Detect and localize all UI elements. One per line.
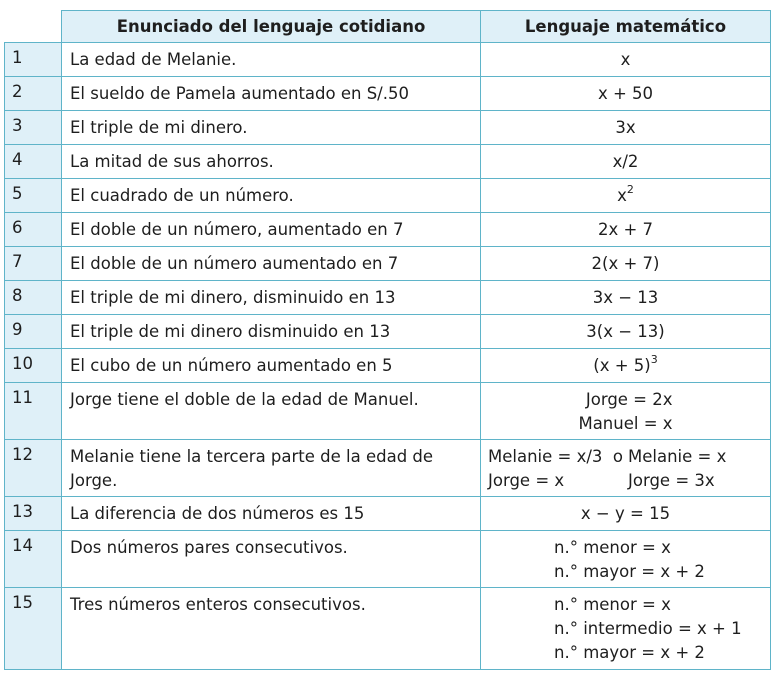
row-number: 15 xyxy=(5,588,62,670)
row-number: 11 xyxy=(5,383,62,440)
row-number: 8 xyxy=(5,281,62,315)
expression-line: Manuel = x xyxy=(578,414,673,433)
row-number: 1 xyxy=(5,43,62,77)
row-number: 4 xyxy=(5,145,62,179)
table-row xyxy=(5,383,771,440)
table-row xyxy=(5,213,771,247)
table-row xyxy=(5,247,771,281)
header-blank-cell xyxy=(5,11,62,43)
language-table xyxy=(4,10,771,670)
table-row xyxy=(5,497,771,531)
expression-line: n.° menor = x xyxy=(554,538,671,557)
row-statement: El triple de mi dinero, disminuido en 13 xyxy=(62,281,481,315)
table-row xyxy=(5,179,771,213)
row-expression: x − y = 15 xyxy=(481,497,771,531)
header-math-language: Lenguaje matemático xyxy=(481,11,771,43)
row-number: 3 xyxy=(5,111,62,145)
table-row xyxy=(5,440,771,497)
exponent: 2 xyxy=(626,183,634,196)
table-row xyxy=(5,588,771,670)
expression-option-b xyxy=(628,445,775,493)
table-header-row xyxy=(5,11,771,43)
row-expression: x xyxy=(481,43,771,77)
row-expression xyxy=(481,383,771,440)
row-number: 6 xyxy=(5,213,62,247)
row-expression xyxy=(481,179,771,213)
row-statement: Jorge tiene el doble de la edad de Manuel. xyxy=(62,383,481,440)
row-statement: El cubo de un número aumentado en 5 xyxy=(62,349,481,383)
row-expression xyxy=(481,588,771,670)
expression-line: Jorge = 3x xyxy=(628,471,715,490)
statement-line: Jorge. xyxy=(70,471,118,490)
row-statement: La edad de Melanie. xyxy=(62,43,481,77)
row-expression: 3x − 13 xyxy=(481,281,771,315)
expression-line: Jorge = 2x xyxy=(585,390,673,409)
exponent: 3 xyxy=(650,353,658,366)
row-number: 10 xyxy=(5,349,62,383)
row-statement: El doble de un número, aumentado en 7 xyxy=(62,213,481,247)
statement-line: Melanie tiene la tercera parte de la edad de xyxy=(70,447,434,466)
row-number: 2 xyxy=(5,77,62,111)
header-everyday-language: Enunciado del lenguaje cotidiano xyxy=(62,11,481,43)
table-row xyxy=(5,77,771,111)
row-statement xyxy=(62,440,481,497)
row-expression: 2(x + 7) xyxy=(481,247,771,281)
row-statement: Dos números pares consecutivos. xyxy=(62,531,481,588)
row-statement: El triple de mi dinero. xyxy=(62,111,481,145)
row-number: 7 xyxy=(5,247,62,281)
expression-base: x xyxy=(617,186,627,205)
row-statement: La mitad de sus ahorros. xyxy=(62,145,481,179)
expression-line: Jorge = x xyxy=(488,471,565,490)
row-number: 9 xyxy=(5,315,62,349)
table-row xyxy=(5,43,771,77)
row-statement: El cuadrado de un número. xyxy=(62,179,481,213)
row-statement: Tres números enteros consecutivos. xyxy=(62,588,481,670)
row-statement: El doble de un número aumentado en 7 xyxy=(62,247,481,281)
table-row xyxy=(5,111,771,145)
expression-line: Melanie = x xyxy=(628,447,727,466)
table-row xyxy=(5,145,771,179)
row-expression: x + 50 xyxy=(481,77,771,111)
expression-base: (x + 5) xyxy=(593,356,651,375)
row-expression: 3(x − 13) xyxy=(481,315,771,349)
row-expression: 2x + 7 xyxy=(481,213,771,247)
row-expression: 3x xyxy=(481,111,771,145)
row-statement: El sueldo de Pamela aumentado en S/.50 xyxy=(62,77,481,111)
table-row xyxy=(5,349,771,383)
table-row xyxy=(5,531,771,588)
expression-option-a xyxy=(488,445,628,493)
row-expression: x/2 xyxy=(481,145,771,179)
row-number: 14 xyxy=(5,531,62,588)
row-statement: El triple de mi dinero disminuido en 13 xyxy=(62,315,481,349)
expression-line: n.° menor = x xyxy=(554,595,671,614)
row-expression xyxy=(481,531,771,588)
row-number: 12 xyxy=(5,440,62,497)
row-number: 13 xyxy=(5,497,62,531)
expression-line: n.° mayor = x + 2 xyxy=(554,643,705,662)
expression-line: n.° mayor = x + 2 xyxy=(554,562,705,581)
expression-line: Melanie = x/3 o xyxy=(488,447,623,466)
row-expression xyxy=(481,349,771,383)
table-row xyxy=(5,281,771,315)
row-number: 5 xyxy=(5,179,62,213)
row-expression xyxy=(481,440,771,497)
table-row xyxy=(5,315,771,349)
row-statement: La diferencia de dos números es 15 xyxy=(62,497,481,531)
expression-line: n.° intermedio = x + 1 xyxy=(554,619,742,638)
